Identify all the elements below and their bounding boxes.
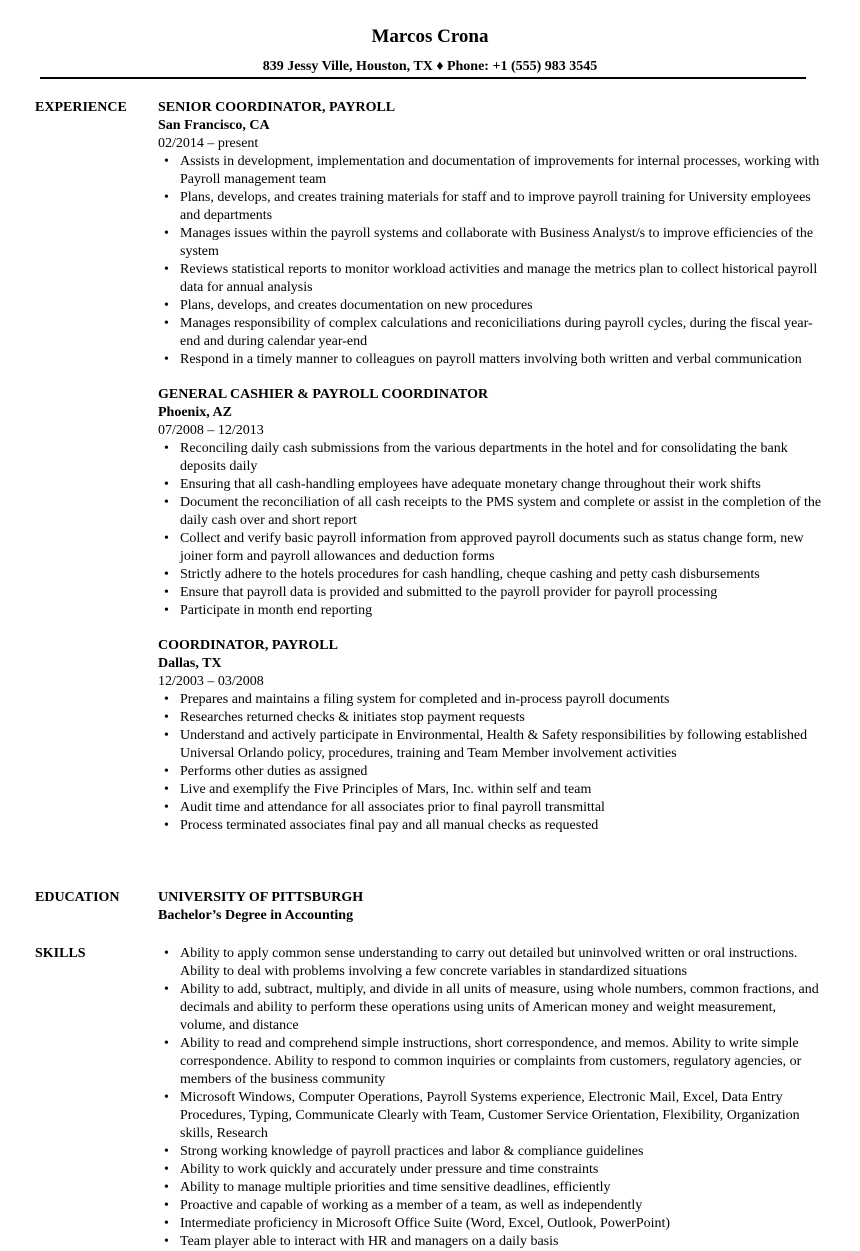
skill-item: • Strong working knowledge of payroll practices and labor & compliance guidelines (180, 1143, 823, 1161)
job-dates: 07/2008 – 12/2013 (158, 423, 264, 438)
bullet-item: • Reviews statistical reports to monitor workload activities and manage the metrics plan to collect historical payroll data for annual analysis (180, 261, 823, 297)
bullet-item: • Researches returned checks & initiates stop payment requests (180, 709, 823, 727)
job-title: COORDINATOR, PAYROLL (158, 638, 338, 653)
skill-item: • Proactive and capable of working as a member of a team, as well as independently (180, 1197, 823, 1215)
bullet-item: • Prepares and maintains a filing system for completed and in-process payroll documents (180, 691, 823, 709)
bullet-item: • Ensuring that all cash-handling employees have adequate monetary change throughout their work shifts (180, 476, 823, 494)
section-label-education: EDUCATION (35, 890, 120, 905)
education-degree: Bachelor’s Degree in Accounting (158, 908, 354, 923)
education-school: UNIVERSITY OF PITTSBURGH (158, 890, 364, 905)
bullet-item: • Reconciling daily cash submissions from the various departments in the hotel and for consolidating the bank deposits daily (180, 440, 823, 476)
contact-line: 839 Jessy Ville, Houston, TX ♦ Phone: +1 (555) 983 3545 (262, 59, 598, 74)
skill-item: • Intermediate proficiency in Microsoft Office Suite (Word, Excel, Outlook, PowerPoint) (180, 1215, 823, 1233)
section-label-experience: EXPERIENCE (35, 100, 127, 115)
bullet-item: • Document the reconciliation of all cash receipts to the PMS system and complete or assist in the completion of the daily cash over and short report (180, 494, 823, 530)
bullet-item: • Participate in month end reporting (180, 602, 823, 620)
skill-item: • Ability to apply common sense understanding to carry out detailed but uninvolved written or oral instructions. Ability to deal with problems involving a few concrete variables in standardized situations (180, 945, 823, 981)
skills-list (158, 945, 823, 1251)
bullet-item: • Collect and verify basic payroll information from approved payroll documents such as status change form, new joiner form and payroll allowances and deduction forms (180, 530, 823, 566)
job-entry (158, 637, 823, 835)
bullet-item: • Performs other duties as assigned (180, 763, 823, 781)
job-bullets (158, 153, 823, 369)
job-location: Phoenix, AZ (158, 405, 232, 420)
bullet-item: • Plans, develops, and creates documentation on new procedures (180, 297, 823, 315)
education-body (158, 889, 823, 925)
bullet-item: • Respond in a timely manner to colleagues on payroll matters involving both written and verbal communication (180, 351, 823, 369)
section-label-skills: SKILLS (35, 946, 86, 961)
candidate-name: Marcos Crona (371, 26, 489, 47)
job-entry (158, 386, 823, 620)
bullet-item: • Ensure that payroll data is provided and submitted to the payroll provider for payroll processing (180, 584, 823, 602)
job-location: San Francisco, CA (158, 118, 270, 133)
bullet-item: • Plans, develops, and creates training materials for staff and to improve payroll training for University employees and departments (180, 189, 823, 225)
job-bullets (158, 440, 823, 620)
skill-item: • Ability to work quickly and accurately under pressure and time constraints (180, 1161, 823, 1179)
job-entry (158, 99, 823, 369)
bullet-item: • Live and exemplify the Five Principles of Mars, Inc. within self and team (180, 781, 823, 799)
job-title: GENERAL CASHIER & PAYROLL COORDINATOR (158, 387, 489, 402)
skill-item: • Team player able to interact with HR and managers on a daily basis (180, 1233, 823, 1251)
bullet-item: • Manages issues within the payroll systems and collaborate with Business Analyst/s to improve efficiencies of the system (180, 225, 823, 261)
skill-item: • Ability to manage multiple priorities and time sensitive deadlines, efficiently (180, 1179, 823, 1197)
job-bullets (158, 691, 823, 835)
skill-item: • Ability to read and comprehend simple instructions, short correspondence, and memos. Ability to write simple correspondence. Ability to respond to common inquiries or complaints from customers, regulatory agencies, or members of the business community (180, 1035, 823, 1089)
job-dates: 02/2014 – present (158, 136, 259, 151)
skill-item: • Ability to add, subtract, multiply, and divide in all units of measure, using whole numbers, common fractions, and decimals and ability to perform these operations using units of American money and weight measurement, volume, and distance (180, 981, 823, 1035)
job-dates: 12/2003 – 03/2008 (158, 674, 264, 689)
job-location: Dallas, TX (158, 656, 222, 671)
skill-item: • Microsoft Windows, Computer Operations, Payroll Systems experience, Electronic Mail, Excel, Data Entry Procedures, Typing, Communicate Clearly with Team, Customer Service Orientation, Flexibility, Organization skills, Research (180, 1089, 823, 1143)
bullet-item: • Strictly adhere to the hotels procedures for cash handling, cheque cashing and petty cash disbursements (180, 566, 823, 584)
header-divider (40, 77, 806, 79)
bullet-item: • Understand and actively participate in Environmental, Health & Safety responsibilities by following established Universal Orlando policy, procedures, training and Team Member involvement activities (180, 727, 823, 763)
skills-body (158, 945, 823, 1251)
bullet-item: • Assists in development, implementation and documentation of improvements for internal processes, working with Payroll management team (180, 153, 823, 189)
bullet-item: • Manages responsibility of complex calculations and reconiciliations during payroll cycles, during the fiscal year-end and during calendar year-end (180, 315, 823, 351)
bullet-item: • Process terminated associates final pay and all manual checks as requested (180, 817, 823, 835)
job-title: SENIOR COORDINATOR, PAYROLL (158, 100, 396, 115)
experience-body (158, 99, 823, 852)
bullet-item: • Audit time and attendance for all associates prior to final payroll transmittal (180, 799, 823, 817)
